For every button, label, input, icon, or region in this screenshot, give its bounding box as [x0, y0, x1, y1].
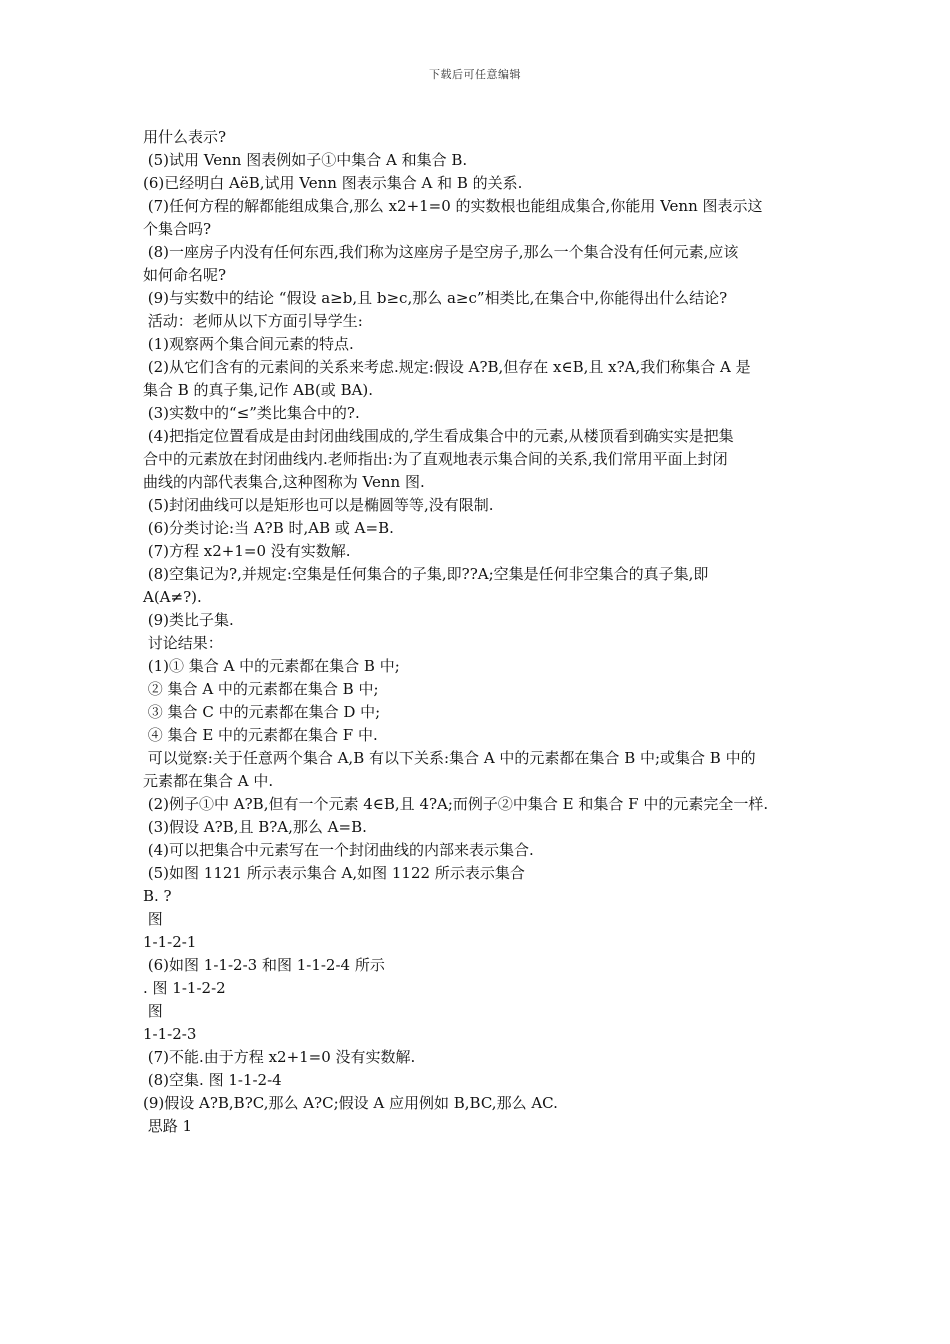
text-line: 可以觉察:关于任意两个集合 A,B 有以下关系:集合 A 中的元素都在集合 B 中;或集合 B 中的: [143, 749, 756, 767]
text-line: (9)假设 A?B,B?C,那么 A?C;假设 A 应用例如 B,BC,那么 AC.: [143, 1094, 558, 1112]
text-line: 个集合吗?: [143, 220, 212, 238]
text-line: 活动：老师从以下方面引导学生:: [143, 312, 363, 330]
text-line: (6)已经明白 AëB,试用 Venn 图表示集合 A 和 B 的关系.: [143, 174, 523, 192]
text-line: . 图 1-1-2-2: [143, 979, 226, 997]
text-line: (6)如图 1-1-2-3 和图 1-1-2-4 所示: [143, 956, 385, 974]
text-line: 1-1-2-1: [143, 933, 197, 951]
text-line: A(A≠?).: [143, 588, 202, 606]
text-line: (2)从它们含有的元素间的关系来考虑.规定:假设 A?B,但存在 x∈B,且 x?A,我们称集合 A 是: [143, 358, 751, 376]
text-line: (9)类比子集.: [143, 611, 234, 629]
text-line: (2)例子①中 A?B,但有一个元素 4∈B,且 4?A;而例子②中集合 E 和集合 F 中的元素完全一样.: [143, 795, 769, 813]
text-line: ② 集合 A 中的元素都在集合 B 中;: [143, 680, 379, 698]
text-line: (5)试用 Venn 图表例如子①中集合 A 和集合 B.: [143, 151, 468, 169]
text-line: 思路 1: [143, 1117, 193, 1135]
text-line: 讨论结果：: [143, 634, 223, 652]
text-line: (9)与实数中的结论 “假设 a≥b,且 b≥c,那么 a≥c”相类比,在集合中,你能得出什么结论?: [143, 289, 728, 307]
text-line: 元素都在集合 A 中.: [143, 772, 274, 790]
text-line: 用什么表示?: [143, 128, 227, 146]
text-line: (6)分类讨论:当 A?B 时,AB 或 A=B.: [143, 519, 394, 537]
text-line: (3)实数中的“≤”类比集合中的?.: [143, 404, 360, 422]
text-line: ③ 集合 C 中的元素都在集合 D 中;: [143, 703, 381, 721]
text-line: (8)空集记为?,并规定:空集是任何集合的子集,即??A;空集是任何非空集合的真子集,即: [143, 565, 709, 583]
text-line: (4)可以把集合中元素写在一个封闭曲线的内部来表示集合.: [143, 841, 534, 859]
text-line: (5)封闭曲线可以是矩形也可以是椭圆等等,没有限制.: [143, 496, 494, 514]
text-line: 1-1-2-3: [143, 1025, 197, 1043]
text-line: B. ?: [143, 887, 172, 905]
text-line: (1)观察两个集合间元素的特点.: [143, 335, 354, 353]
text-line: 集合 B 的真子集,记作 AB(或 BA).: [143, 381, 374, 399]
text-line: (7)任何方程的解都能组成集合,那么 x2+1=0 的实数根也能组成集合,你能用 Venn 图表示这: [143, 197, 763, 215]
text-line: 图: [143, 910, 163, 928]
text-line: (3)假设 A?B,且 B?A,那么 A=B.: [143, 818, 367, 836]
text-line: (5)如图 1121 所示表示集合 A,如图 1122 所示表示集合: [143, 864, 525, 882]
text-line: (4)把指定位置看成是由封闭曲线围成的,学生看成集合中的元素,从楼顶看到确实实是把集: [143, 427, 734, 445]
text-line: (8)一座房子内没有任何东西,我们称为这座房子是空房子,那么一个集合没有任何元素,应该: [143, 243, 739, 261]
text-line: ④ 集合 E 中的元素都在集合 F 中.: [143, 726, 378, 744]
text-line: 如何命名呢?: [143, 266, 227, 284]
text-line: (1)① 集合 A 中的元素都在集合 B 中;: [143, 657, 400, 675]
text-line: (7)不能.由于方程 x2+1=0 没有实数解.: [143, 1048, 416, 1066]
document-body: [143, 126, 811, 1138]
page-header: 下载后可任意编辑: [429, 68, 521, 81]
text-line: 合中的元素放在封闭曲线内.老师指出:为了直观地表示集合间的关系,我们常用平面上封闭: [143, 450, 728, 468]
text-line: (8)空集. 图 1-1-2-4: [143, 1071, 282, 1089]
text-line: 图: [143, 1002, 163, 1020]
text-line: 曲线的内部代表集合,这种图称为 Venn 图.: [143, 473, 425, 491]
text-line: (7)方程 x2+1=0 没有实数解.: [143, 542, 351, 560]
